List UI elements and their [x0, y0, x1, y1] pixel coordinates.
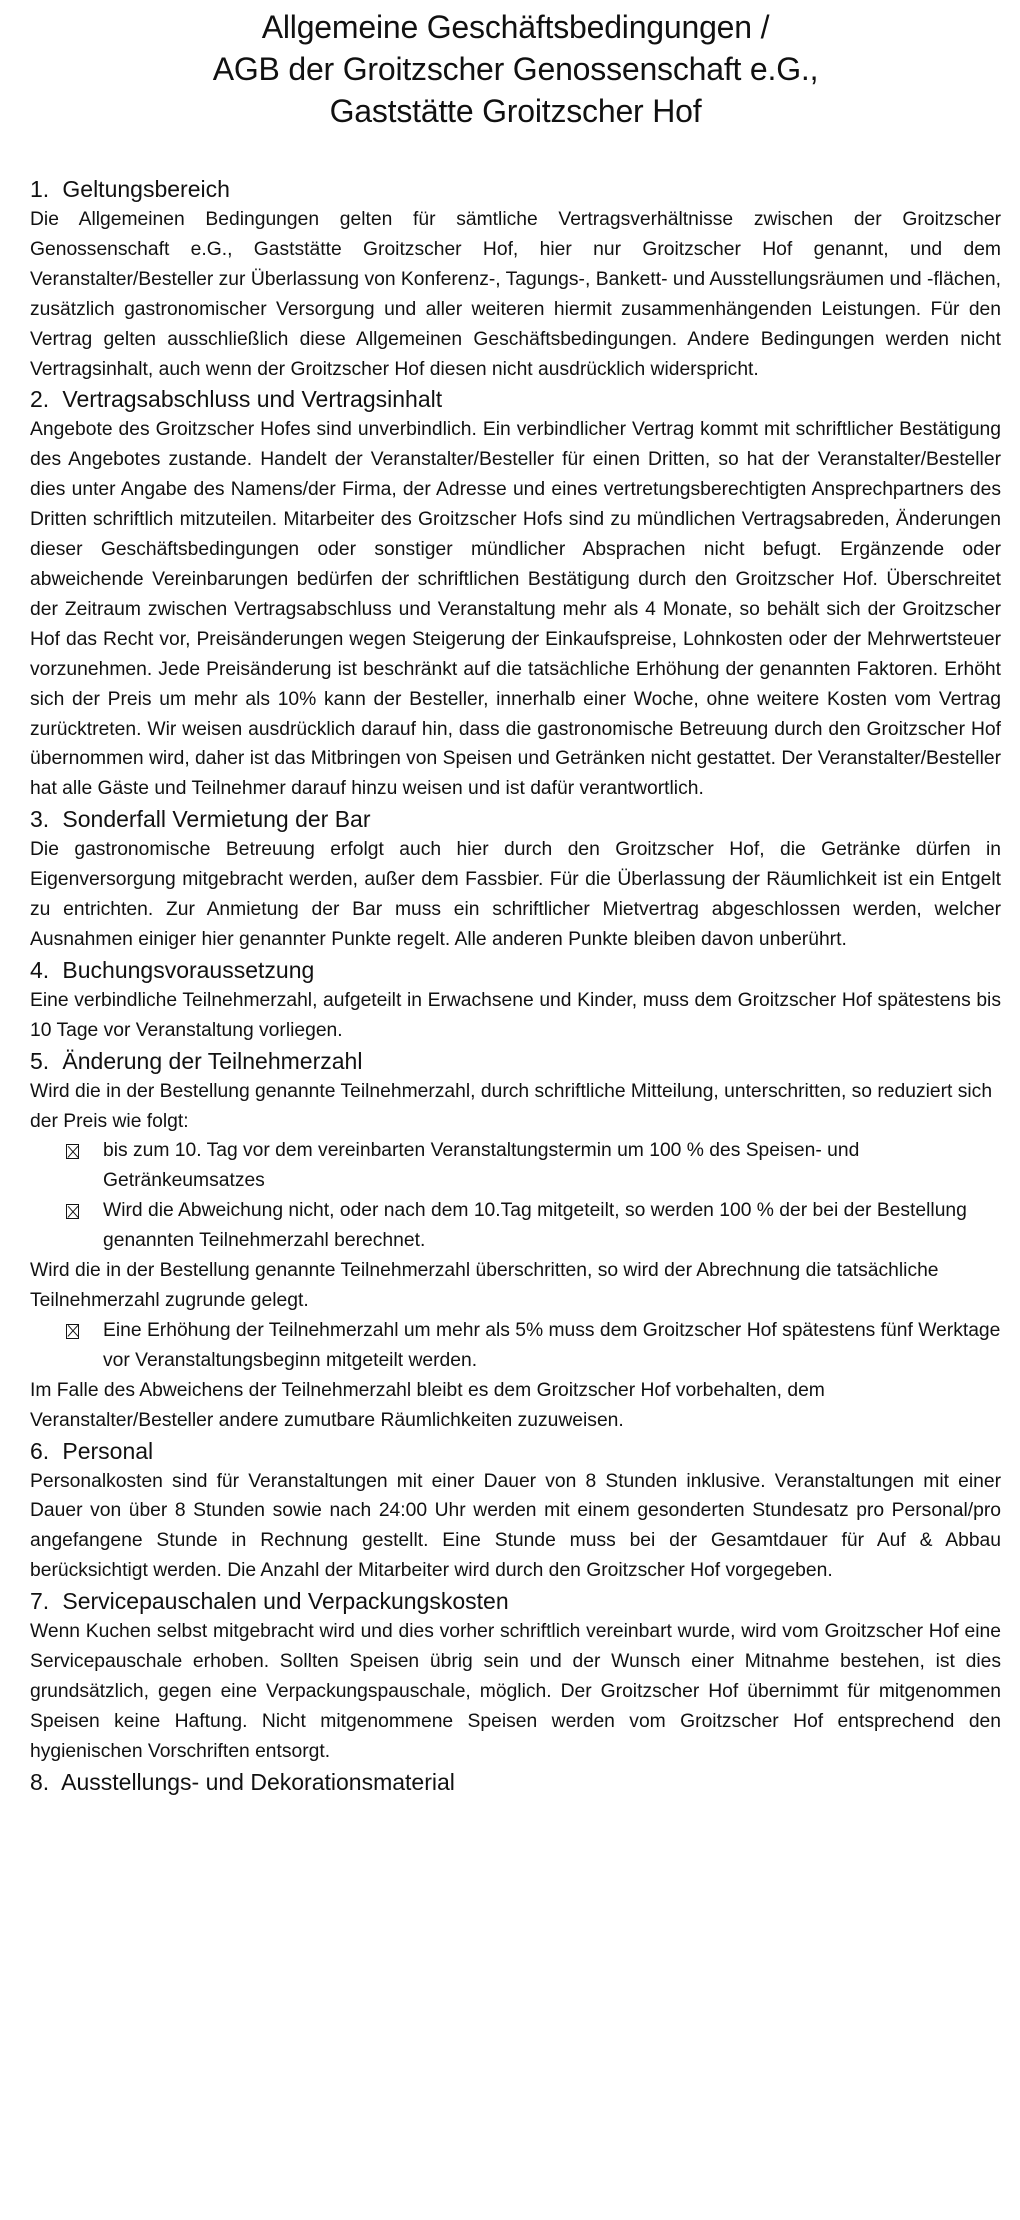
section-title: Sonderfall Vermietung der Bar [62, 806, 371, 833]
section-title: Vertragsabschluss und Vertragsinhalt [62, 386, 443, 413]
checkbox-bullet-icon [66, 1144, 79, 1159]
section-vermietung-bar [30, 804, 1001, 955]
section-buchungsvoraussetzung [30, 955, 1001, 1046]
section-number: 8. [30, 1768, 50, 1795]
section-heading [30, 804, 1001, 835]
section-paragraph: Eine verbindliche Teilnehmerzahl, aufgeteilt in Erwachsene und Kinder, muss dem Groitzscher Hof spätestens bis 10 Tage vor Veranstaltung vorliegen. [30, 989, 1001, 1041]
section-title: Änderung der Teilnehmerzahl [62, 1047, 363, 1074]
section-number: 2. [30, 386, 50, 413]
section-number: 3. [30, 806, 50, 833]
checkbox-bullet-icon [66, 1324, 79, 1339]
section-heading [30, 384, 1001, 415]
section-number: 4. [30, 956, 50, 983]
list-item-text: bis zum 10. Tag vor dem vereinbarten Veranstaltungstermin um 100 % des Speisen- und Getränkeumsatzes [103, 1140, 860, 1192]
section-heading [30, 1046, 1001, 1077]
document-title-text [30, 6, 1001, 132]
list-item [54, 1196, 1001, 1256]
checkbox-bullet-icon [66, 1204, 79, 1219]
section-paragraph: Wenn Kuchen selbst mitgebracht wird und dies vorher schriftlich vereinbart wurde, wird vom Groitzscher Hof eine Servicepauschale erhoben. Sollten Speisen übrig sein und der Wunsch einer Mitnahme bestehen, ist dies grundsätzlich, gegen eine Verpackungspauschale, möglich. Der Groitzscher Hof übernimmt für mitgenommen Speisen keine Haftung. Nicht mitgenommene Speisen werden vom Groitzscher Hof entsprechend den hygienischen Vorschriften entsorgt. [30, 1621, 1001, 1762]
list-item-text: Eine Erhöhung der Teilnehmerzahl um mehr als 5% muss dem Groitzscher Hof spätestens fünf Werktage vor Veranstaltungsbeginn mitgeteilt werden. [103, 1319, 1001, 1371]
section-geltungsbereich [30, 174, 1001, 384]
section-paragraph: Angebote des Groitzscher Hofes sind unverbindlich. Ein verbindlicher Vertrag kommt mit schriftlicher Bestätigung des Angebotes zustande. Handelt der Veranstalter/Besteller für einen Dritten, so hat der Veranstalter/Besteller dies unter Angabe des Namens/der Firma, der Adresse und eines vertretungsberechtigten Ansprechpartners des Dritten schriftlich mitzuteilen. Mitarbeiter des Groitzscher Hofs sind zu mündlichen Vertragsabreden, Änderungen dieser Geschäftsbedingungen oder sonstiger mündlicher Absprachen nicht befugt. Ergänzende oder abweichende Vereinbarungen bedürfen der schriftlichen Bestätigung durch den Groitzscher Hof. Überschreitet der Zeitraum zwischen Vertragsabschluss und Veranstaltung mehr als 4 Monate, so behält sich der Groitzscher Hof das Recht vor, Preisänderungen wegen Steigerung der Einkaufspreise, Lohnkosten oder der Mehrwertsteuer vorzunehmen. Jede Preisänderung ist beschränkt auf die tatsächliche Erhöhung der genannten Faktoren. Erhöht sich der Preis um mehr als 10% kann der Besteller, innerhalb einer Woche, ohne weitere Kosten vom Vertrag zurücktreten. Wir weisen ausdrücklich darauf hin, dass die gastronomische Betreuung durch den Groitzscher Hof übernommen wird, daher ist das Mitbringen von Speisen und Getränken nicht gestattet. Der Veranstalter/Besteller hat alle Gäste und Teilnehmer darauf hinzu weisen und ist dafür verantwortlich. [30, 419, 1002, 800]
section-number: 1. [30, 176, 50, 202]
section-heading [30, 955, 1001, 986]
section-teilnehmerzahl [30, 1046, 1001, 1436]
section-ausstellungsmaterial [30, 1767, 1001, 1798]
section-paragraph: Die gastronomische Betreuung erfolgt auch hier durch den Groitzscher Hof, die Getränke dürfen in Eigenversorgung mitgebracht werden, außer dem Fassbier. Für die Überlassung der Räumlichkeit ist ein Entgelt zu entrichten. Zur Anmietung der Bar muss ein schriftlicher Mietvertrag abgeschlossen werden, welcher Ausnahmen einiger hier genannter Punkte regelt. Alle anderen Punkte bleiben davon unberührt. [30, 839, 1001, 950]
bullet-list [30, 1136, 1001, 1256]
section-personal [30, 1436, 1001, 1587]
list-item [54, 1136, 1001, 1196]
section-title: Geltungsbereich [62, 176, 230, 202]
title-line-3: Gaststätte Groitzscher Hof [329, 93, 702, 129]
section-heading [30, 1436, 1001, 1467]
section-vertragsabschluss [30, 384, 1001, 804]
section-heading [30, 174, 1001, 205]
section-number: 5. [30, 1047, 50, 1074]
list-item-text: Wird die Abweichung nicht, oder nach dem 10.Tag mitgeteilt, so werden 100 % der bei der Bestellung genannten Teilnehmerzahl berechnet. [103, 1200, 967, 1252]
section-paragraph: Wird die in der Bestellung genannte Teilnehmerzahl überschritten, so wird der Abrechnung die tatsächliche Teilnehmerzahl zugrunde gelegt. [30, 1260, 939, 1311]
section-paragraph: Personalkosten sind für Veranstaltungen mit einer Dauer von 8 Stunden inklusive. Veranstaltungen mit einer Dauer von über 8 Stunden sowie nach 24:00 Uhr werden mit einem gesonderten Stundesatz pro Personal/pro angefangene Stunde in Rechnung gestellt. Eine Stunde muss bei der Gesamtdauer für Auf & Abbau berücksichtigt werden. Die Anzahl der Mitarbeiter wird durch den Groitzscher Hof vorgegeben. [30, 1470, 1001, 1582]
section-title: Servicepauschalen und Verpackungskosten [62, 1588, 509, 1615]
section-paragraph: Wird die in der Bestellung genannte Teilnehmerzahl, durch schriftliche Mitteilung, unterschritten, so reduziert sich der Preis wie folgt: [30, 1080, 993, 1132]
section-number: 6. [30, 1437, 50, 1464]
section-title: Personal [62, 1437, 154, 1464]
section-heading [30, 1767, 1001, 1798]
section-servicepauschalen [30, 1586, 1001, 1767]
list-item [54, 1316, 1001, 1376]
bullet-list [30, 1316, 1001, 1376]
title-line-2: AGB der Groitzscher Genossenschaft e.G., [212, 51, 819, 87]
document-title [30, 6, 1001, 132]
section-title: Buchungsvoraussetzung [62, 956, 315, 983]
section-heading [30, 1586, 1001, 1617]
section-title: Ausstellungs- und Dekorationsmaterial [61, 1768, 455, 1795]
title-line-1: Allgemeine Geschäftsbedingungen / [261, 9, 770, 45]
section-paragraph: Die Allgemeinen Bedingungen gelten für sämtliche Vertragsverhältnisse zwischen der Groitzscher Genossenschaft e.G., Gaststätte Groitzscher Hof, hier nur Groitzscher Hof genannt, und dem Veranstalter/Besteller zur Überlassung von Konferenz-, Tagungs-, Bankett- und Ausstellungsräumen und -flächen, zusätzlich gastronomischer Versorgung und aller weiteren hiermit zusammenhängenden Leistungen. Für den Vertrag gelten ausschließlich diese Allgemeinen Geschäftsbedingungen. Andere Bedingungen werden nicht Vertragsinhalt, auch wenn der Groitzscher Hof diesen nicht ausdrücklich widerspricht. [30, 209, 1001, 380]
section-number: 7. [30, 1588, 50, 1615]
section-paragraph: Im Falle des Abweichens der Teilnehmerzahl bleibt es dem Groitzscher Hof vorbehalten, dem Veranstalter/Besteller andere zumutbare Räumlichkeiten zuzuweisen. [30, 1379, 825, 1431]
